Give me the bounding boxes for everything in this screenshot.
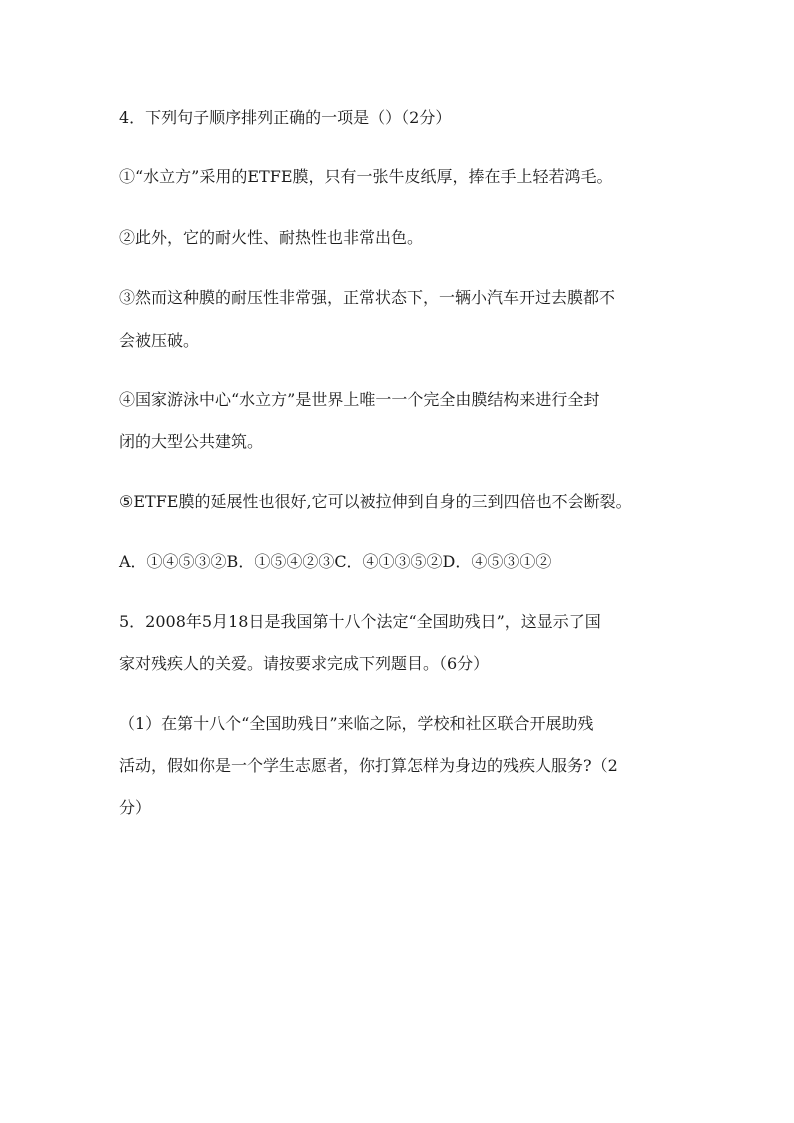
sentence-4-line-1: ④国家游泳中心“水立方”是世界上唯一一个完全由膜结构来进行全封 — [119, 390, 600, 409]
subquestion-1-line-2: 活动，假如你是一个学生志愿者，你打算怎样为身边的残疾人服务?（2 — [119, 756, 618, 775]
sentence-5: ⑤ETFE膜的延展性也很好,它可以被拉伸到自身的三到四倍也不会断裂。 — [119, 492, 632, 511]
sentence-2: ②此外，它的耐火性、耐热性也非常出色。 — [119, 228, 424, 247]
question-4-options: A．①④⑤③②B．①⑤④②③C．④①③⑤②D．④⑤③①② — [119, 552, 552, 571]
sentence-4-line-2: 闭的大型公共建筑。 — [119, 432, 264, 451]
question-4-stem: 4．下列句子顺序排列正确的一项是（）（2分） — [119, 108, 452, 127]
question-5-stem-line-2: 家对残疾人的关爱。请按要求完成下列题目。（6分） — [119, 654, 490, 673]
subquestion-1-line-3: 分） — [119, 798, 152, 817]
sentence-1: ①“水立方”采用的ETFE膜，只有一张牛皮纸厚，捧在手上轻若鸿毛。 — [119, 167, 613, 186]
question-5-stem-line-1: 5．2008年5月18日是我国第十八个法定“全国助残日”，这显示了国 — [119, 612, 601, 631]
sentence-3-line-1: ③然而这种膜的耐压性非常强，正常状态下，一辆小汽车开过去膜都不 — [119, 288, 616, 307]
sentence-3-line-2: 会被压破。 — [119, 331, 200, 350]
subquestion-1-line-1: （1）在第十八个“全国助残日”来临之际，学校和社区联合开展助残 — [119, 714, 594, 733]
